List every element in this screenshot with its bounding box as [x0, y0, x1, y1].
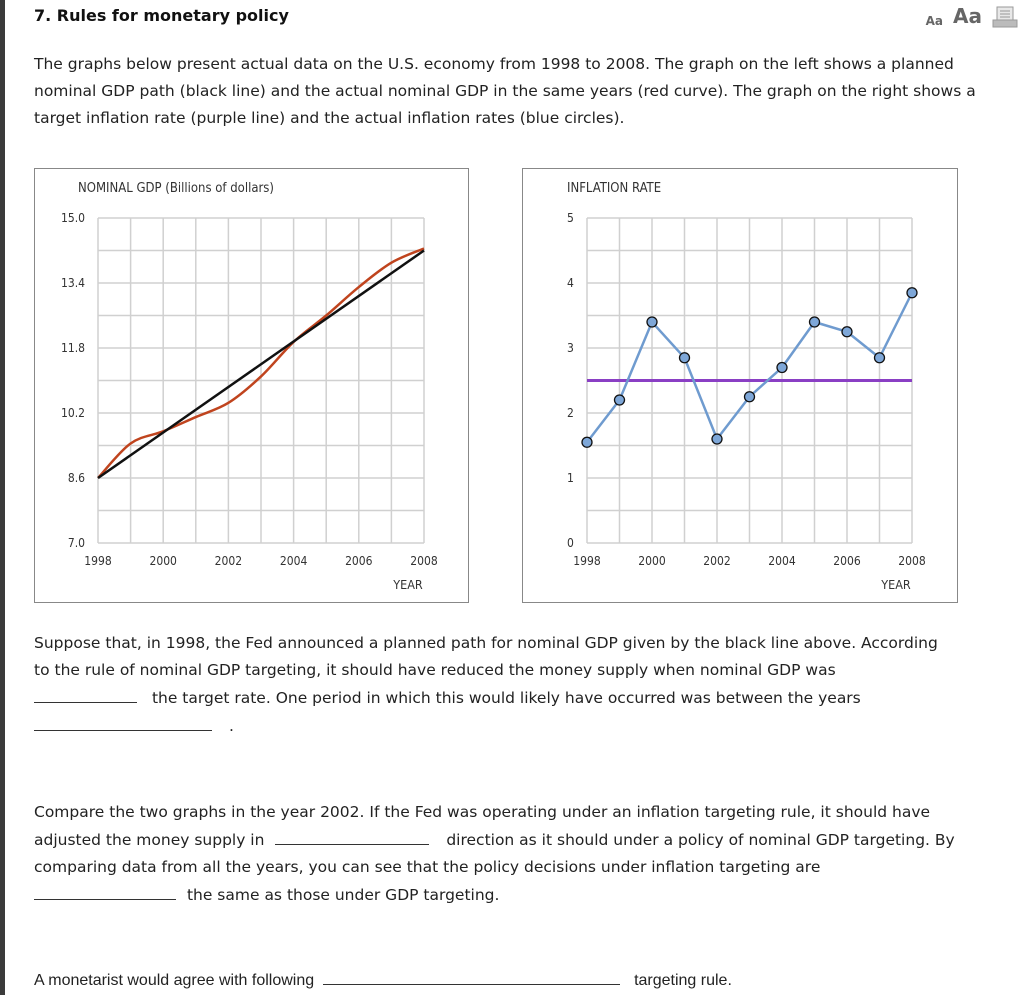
inflation-rate-chart [522, 168, 958, 603]
x-tick-label: 2004 [279, 554, 308, 568]
y-tick-label: 8.6 [67, 471, 85, 485]
font-tools [926, 4, 1018, 28]
q3-blank-rule[interactable] [323, 966, 620, 985]
chart-title: INFLATION RATE [567, 181, 662, 196]
q2-blank-direction[interactable] [275, 826, 429, 845]
x-axis-label: YEAR [881, 577, 911, 592]
y-tick-label: 15.0 [60, 211, 85, 225]
y-tick-label: 3 [567, 341, 574, 355]
x-tick-label: 2008 [898, 554, 926, 568]
q1-blank-years[interactable] [34, 712, 212, 731]
increase-font-button[interactable]: Aa [953, 4, 982, 28]
x-tick-label: 2006 [833, 554, 861, 568]
inflation-point-marker [875, 353, 885, 363]
inflation-point-marker [647, 317, 657, 327]
q2-line2-before: adjusted the money supply in [34, 831, 265, 849]
q3-before: A monetarist would agree with following [34, 972, 315, 989]
x-tick-label: 2002 [214, 554, 243, 568]
q1-line3: the target rate. One period in which this would likely have occurred was between the years [151, 689, 861, 707]
question-1 [34, 630, 994, 740]
decrease-font-button[interactable]: Aa [925, 14, 944, 28]
x-tick-label: 2000 [638, 554, 666, 568]
inflation-rate-plot [523, 169, 957, 602]
y-tick-label: 4 [567, 276, 574, 290]
q2-blank-same[interactable] [34, 881, 176, 900]
inflation-point-marker [582, 437, 592, 447]
y-tick-label: 11.8 [60, 341, 85, 355]
q2-line2-after: direction as it should under a policy of nominal GDP targeting. By [446, 831, 955, 849]
inflation-point-marker [615, 395, 625, 405]
q2-line1: Compare the two graphs in the year 2002. If the Fed was operating under an inflation targeting rule, it should have [34, 803, 931, 821]
inflation-point-marker [745, 392, 755, 402]
nominal-gdp-chart [34, 168, 469, 603]
y-tick-label: 10.2 [60, 406, 85, 420]
y-tick-label: 5 [567, 211, 574, 225]
inflation-point-marker [777, 363, 787, 373]
x-tick-label: 2002 [703, 554, 731, 568]
y-tick-label: 2 [567, 406, 574, 420]
y-tick-label: 7.0 [67, 536, 85, 550]
grid [98, 218, 424, 543]
question-2 [34, 799, 994, 909]
x-tick-label: 2000 [149, 554, 177, 568]
intro-paragraph: The graphs below present actual data on the U.S. economy from 1998 to 2008. The graph on the left shows a planned nominal GDP path (black line) and the actual nominal GDP in the same years (red curve). The graph on the right shows a target inflation rate (purple line) and the actual inflation rates (blue circles). [34, 55, 976, 127]
x-tick-label: 2008 [410, 554, 438, 568]
x-tick-label: 2004 [768, 554, 796, 568]
q2-line3: comparing data from all the years, you can see that the policy decisions under inflation targeting are [34, 858, 821, 876]
inflation-point-marker [842, 327, 852, 337]
print-icon[interactable] [992, 6, 1018, 28]
x-tick-label: 1998 [573, 554, 601, 568]
inflation-point-marker [907, 288, 917, 298]
q1-period: . [228, 717, 234, 735]
x-axis-label: YEAR [393, 577, 423, 592]
inflation-point-marker [810, 317, 820, 327]
inflation-point-marker [680, 353, 690, 363]
chart-title: NOMINAL GDP (Billions of dollars) [78, 181, 274, 196]
inflation-point-marker [712, 434, 722, 444]
y-tick-label: 1 [567, 471, 574, 485]
y-tick-label: 13.4 [60, 276, 85, 290]
x-tick-label: 1998 [84, 554, 112, 568]
q1-blank-comparison[interactable] [34, 684, 137, 703]
page-title: 7. Rules for monetary policy [34, 6, 289, 25]
left-border [0, 0, 5, 995]
q2-line4: the same as those under GDP targeting. [186, 886, 500, 904]
nominal-gdp-plot [35, 169, 468, 602]
q1-line2: to the rule of nominal GDP targeting, it should have reduced the money supply when nominal GDP was [34, 661, 836, 679]
q1-line1: Suppose that, in 1998, the Fed announced a planned path for nominal GDP given by the black line above. According [34, 634, 938, 652]
y-tick-label: 0 [567, 536, 574, 550]
question-3 [34, 966, 994, 994]
q3-after: targeting rule. [634, 972, 732, 989]
x-tick-label: 2006 [345, 554, 373, 568]
